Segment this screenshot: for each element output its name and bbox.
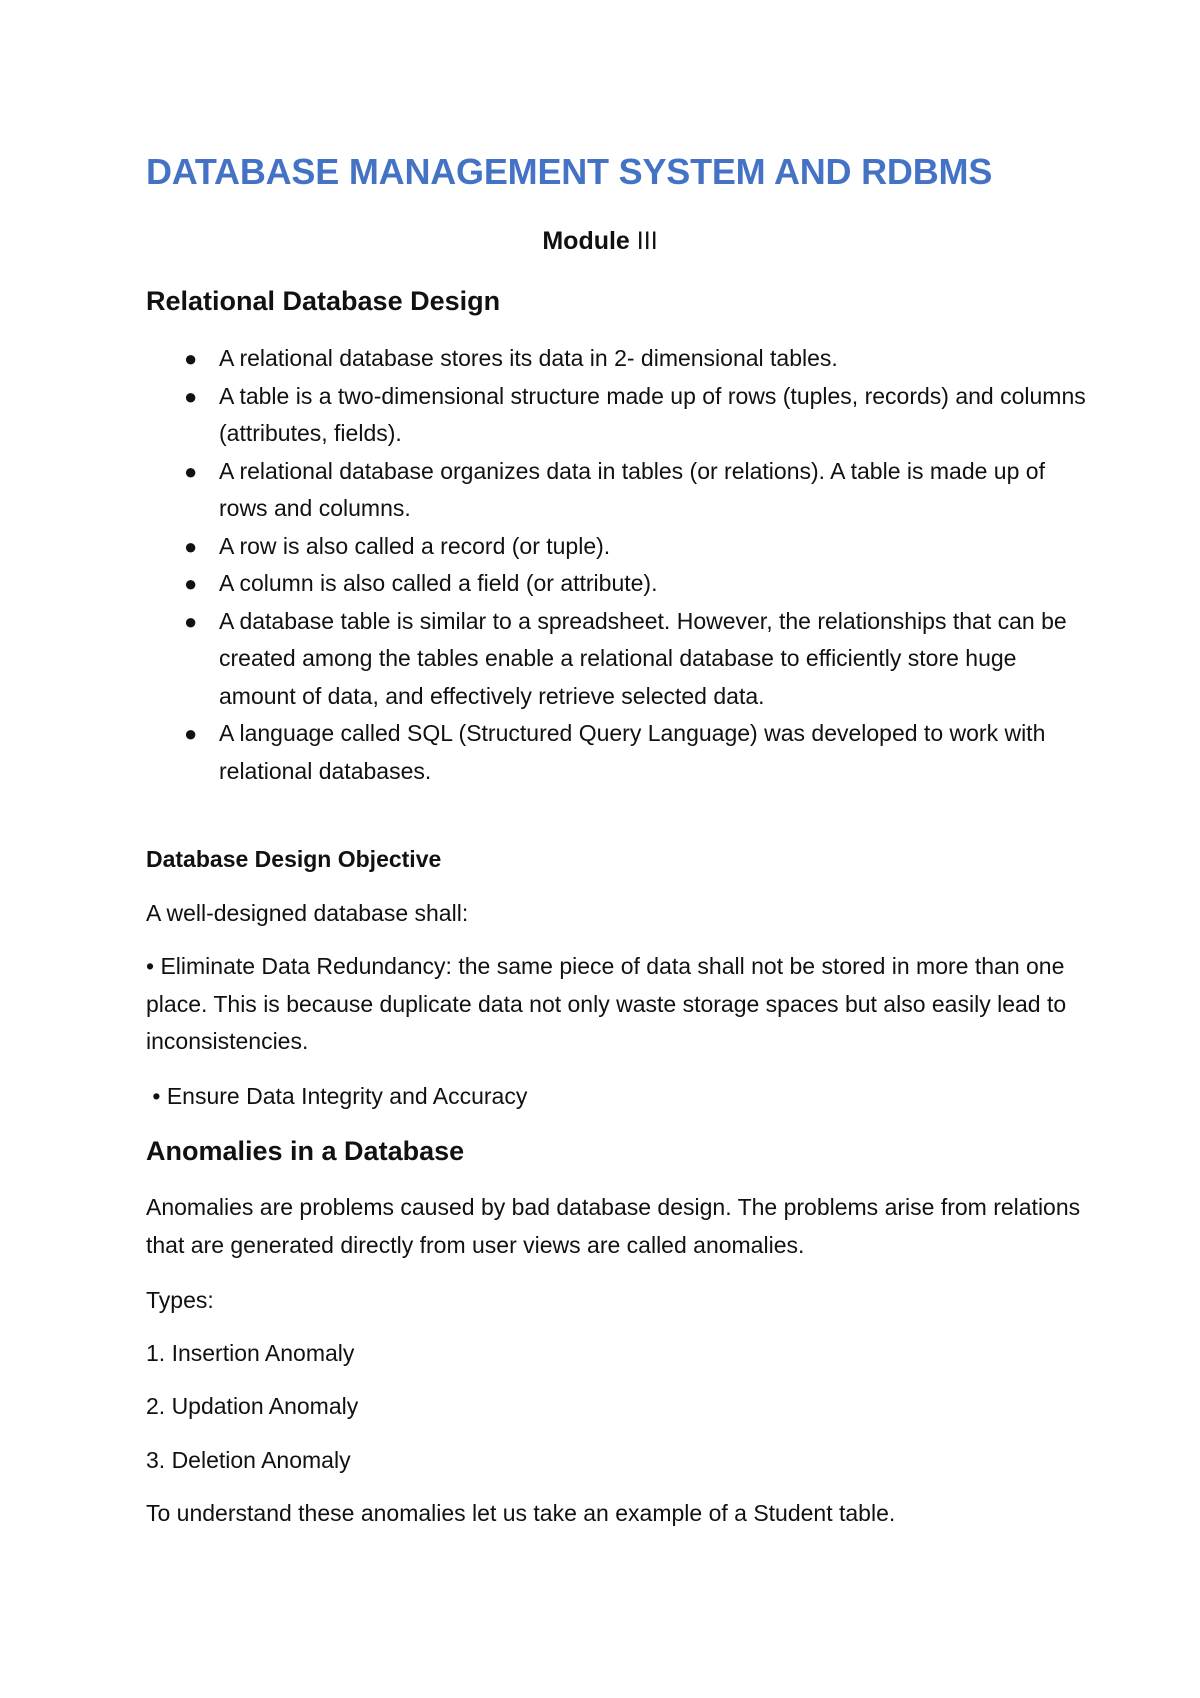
document-title: DATABASE MANAGEMENT SYSTEM AND RDBMS: [146, 151, 993, 192]
section-heading-design-objective: Database Design Objective: [146, 846, 442, 872]
bullet-text: A language called SQL (Structured Query Language) was developed to work with relational databases.: [219, 720, 1046, 784]
bullet-item: [146, 340, 1086, 378]
bullet-item: [146, 603, 1086, 716]
module-number: III: [636, 227, 658, 255]
bullet-text: A row is also called a record (or tuple).: [219, 532, 611, 559]
anomaly-type-item: 3. Deletion Anomaly: [146, 1447, 351, 1473]
bullet-icon: ●: [184, 346, 198, 371]
anomaly-type-item: 2. Updation Anomaly: [146, 1393, 359, 1419]
bullet-icon: ●: [184, 608, 198, 634]
objective-point-redundancy: • Eliminate Data Redundancy: the same piece of data shall not be stored in more than one place. This is because duplicate data not only waste storage spaces but also easily lead to inconsistencies.: [146, 953, 1067, 1054]
section-heading-relational-design: Relational Database Design: [146, 286, 501, 316]
bullet-item: [146, 378, 1086, 453]
anomalies-closing: To understand these anomalies let us take an example of a Student table.: [146, 1500, 896, 1526]
anomaly-types-label: Types:: [146, 1287, 214, 1313]
bullet-icon: ●: [184, 383, 198, 409]
anomalies-description: Anomalies are problems caused by bad database design. The problems arise from relations that are generated directly from user views are called anomalies.: [146, 1194, 1081, 1258]
bullet-icon: ●: [184, 533, 198, 559]
bullet-icon: ●: [184, 458, 198, 484]
bullet-text: A relational database organizes data in tables (or relations). A table is made up of rows and columns.: [219, 457, 1045, 521]
bullet-item: [146, 565, 1086, 603]
bullet-icon: ●: [184, 721, 198, 746]
objective-point-integrity: • Ensure Data Integrity and Accuracy: [146, 1083, 528, 1109]
module-heading: [0, 225, 1200, 257]
section-heading-anomalies: Anomalies in a Database: [146, 1136, 465, 1166]
anomaly-type-item: 1. Insertion Anomaly: [146, 1340, 355, 1366]
bullet-text: A database table is similar to a spreadsheet. However, the relationships that can be created among the tables enable a relational database to efficiently store huge amount of data, and effectively retrieve selected data.: [219, 607, 1067, 709]
objective-intro: A well-designed database shall:: [146, 900, 469, 926]
bullet-item: [146, 453, 1086, 528]
bullet-item: [146, 528, 1086, 566]
bullet-text: A table is a two-dimensional structure made up of rows (tuples, records) and columns (attributes, fields).: [219, 382, 1086, 446]
bullet-text: A relational database stores its data in 2- dimensional tables.: [219, 345, 838, 371]
bullet-icon: ●: [184, 571, 198, 596]
bullet-text: A column is also called a field (or attribute).: [219, 570, 658, 596]
relational-design-bullet-list: [146, 340, 1086, 790]
bullet-item: [146, 715, 1086, 790]
module-word: Module: [542, 227, 630, 255]
